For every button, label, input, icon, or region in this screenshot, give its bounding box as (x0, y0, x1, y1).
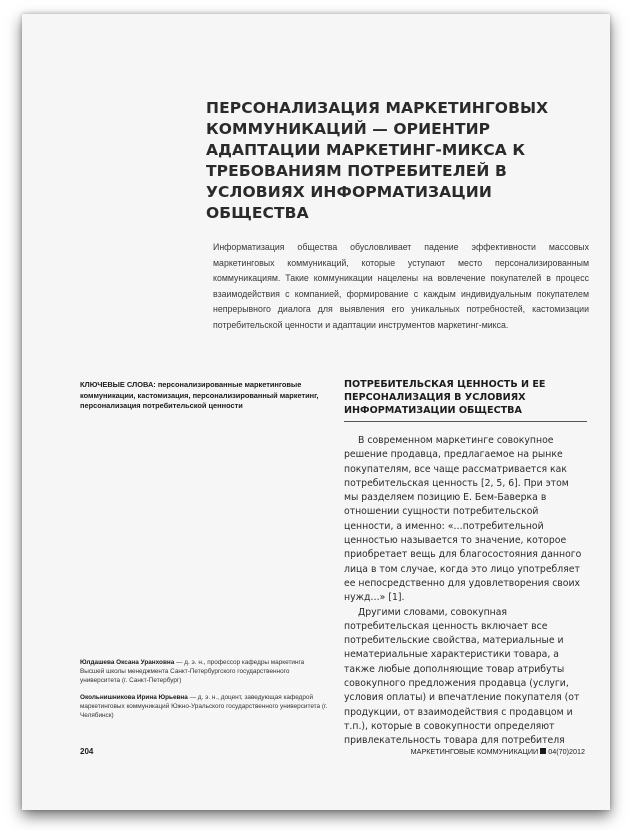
running-footer (411, 747, 585, 756)
section-heading: ПОТРЕБИТЕЛЬСКАЯ ЦЕННОСТЬ И ЕЕ ПЕРСОНАЛИЗАЦИЯ В УСЛОВИЯХ ИНФОРМАТИЗАЦИИ ОБЩЕСТВА (344, 379, 546, 416)
keywords-text: персонализированные маркетинговые коммуникации, кастомизация, персонализированный маркетинг, персонализация потребительской ценности (80, 380, 319, 410)
keywords-block (80, 380, 330, 412)
section-rule (344, 421, 587, 422)
author-1 (80, 658, 330, 685)
body-paragraph-2: Другими словами, совокупная потребительская ценность включает все потребительские свойства, материальные и нематериальные характеристики товара, а также любые дополняющие товар атрибуты совокупного предложения продавца (услуги, условия оплаты) и впечатление покупателя (от продукции, от взаимодействия с продавцом и т.п.), которые в совокупности определяют привлекательность товара для потребителя (344, 606, 580, 747)
author-1-name: Юлдашева Оксана Уранховна (80, 659, 175, 666)
body-paragraph-1: В современном маркетинге совокупное решение продавца, предлагаемое на рынке покупателям, все чаще рассматривается как потребительская ценность [2, 5, 6]. При этом мы разделяем позицию Е. Бем-Баверка в отношении сущности потребительской ценности, а именно: «…потребительной ценностью называется то значение, которое приобретает вещь для благосостояния данного лица в том случае, когда это лицо употребляет ее непосредственно для удовлетворения своих нужд…» [1]. (344, 435, 582, 604)
body-text (344, 434, 586, 749)
journal-issue: 04(70)2012 (548, 747, 585, 756)
article-title: ПЕРСОНАЛИЗАЦИЯ МАРКЕТИНГОВЫХ КОММУНИКАЦИЙ — ОРИЕНТИР АДАПТАЦИИ МАРКЕТИНГ-МИКСА К ТРЕБОВАНИЯМ ПОТРЕБИТЕЛЕЙ В УСЛОВИЯХ ИНФОРМАТИЗАЦИИ ОБЩЕСТВА (206, 99, 549, 222)
author-1-info: — д. э. н., профессор кафедры маркетинга Высшей школы менеджмента Санкт-Петербургского государственного университета (г. Санкт-Петербург) (80, 659, 305, 684)
authors-block (80, 658, 330, 728)
author-2-info: — д. э. н., доцент, заведующая кафедрой маркетинговых коммуникаций Южно-Уральского государственного университета (г. Челябинск) (80, 694, 328, 719)
author-2-name: Окольнишникова Ирина Юрьевна (80, 694, 188, 701)
keywords-label: КЛЮЧЕВЫЕ СЛОВА: (80, 380, 156, 389)
author-2 (80, 693, 330, 720)
journal-name: МАРКЕТИНГОВЫЕ КОММУНИКАЦИИ (410, 747, 539, 756)
page-number: 204 (80, 747, 94, 756)
square-separator-icon (540, 748, 546, 754)
article-abstract: Информатизация общества обусловливает падение эффективности массовых маркетинговых коммуникаций, которые уступают место персонализированным коммуникациям. Такие коммуникации нацелены на вовлечение покупателей в процесс взаимодействия с компанией, формирование с каждым индивидуальным покупателем непрерывного диалога для выявления его уникальных потребностей, кастомизации потребительской ценности и адаптации инструментов маркетинг-микса. (213, 242, 589, 330)
